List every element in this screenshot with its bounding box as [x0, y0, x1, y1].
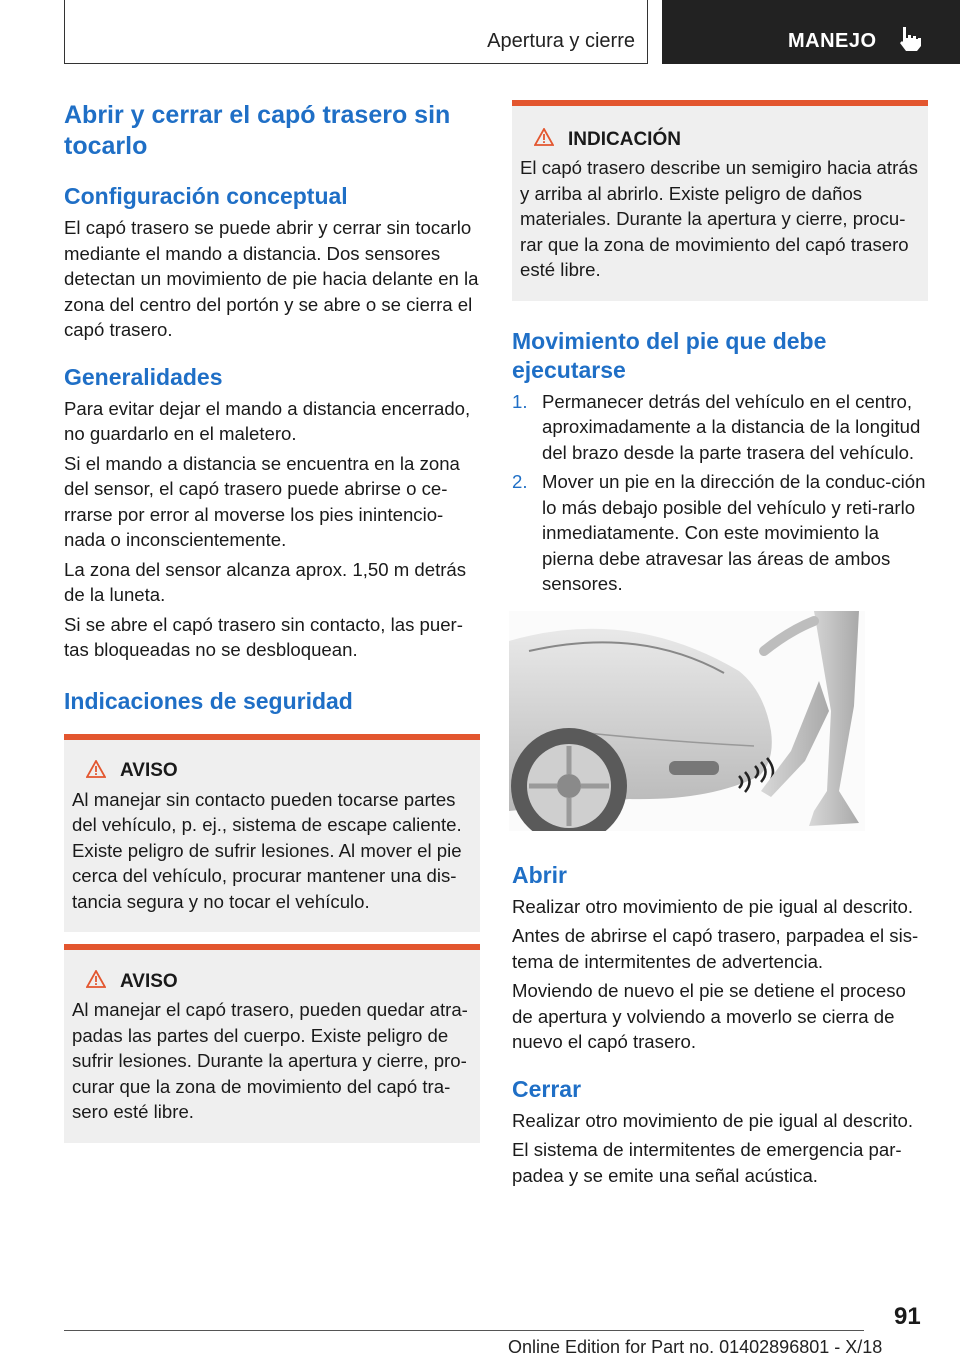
left-column [64, 100, 480, 1143]
page-title: Abrir y cerrar el capó trasero sin tocarlo [64, 101, 451, 160]
general-heading: Generalidades [64, 363, 223, 390]
header-section-box [64, 0, 648, 64]
list-item [512, 389, 928, 466]
step-text: Permanecer detrás del vehículo en el centro, aproximadamente a la distancia de la longitud del brazo desde la parte trasera del vehículo. [542, 390, 921, 463]
pointing-hand-icon [898, 26, 922, 57]
footer-divider [64, 1330, 864, 1331]
header-section-title: Apertura y cierre [487, 30, 635, 52]
note-title: INDICACIÓN [568, 128, 681, 150]
warning-text: Al manejar el capó trasero, pueden quedar atra-padas las partes del cuerpo. Existe peligro de sufrir lesiones. Durante la apertura y cierre, pro-curar que la zona de movimiento del capó tra-sero esté libre. [72, 999, 468, 1122]
general-paragraph-1: Para evitar dejar el mando a distancia encerrado, no guardarlo en el maletero. [64, 397, 471, 444]
general-paragraph-3: La zona del sensor alcanza aprox. 1,50 m detrás de la luneta. [64, 558, 467, 605]
warning-box-2 [64, 944, 480, 1143]
open-paragraph-1: Realizar otro movimiento de pie igual al descrito. [512, 895, 913, 917]
note-box [512, 100, 928, 301]
warning-text: Al manejar sin contacto pueden tocarse partes del vehículo, p. ej., sistema de escape caliente. Existe peligro de sufrir lesiones. Al mover el pie cerca del vehículo, procurar mantener una dis-tancia segura y no tocar el vehículo. [72, 788, 462, 912]
general-paragraph-2: Si el mando a distancia se encuentra en la zona del sensor, el capó trasero puede abrirse o ce-rrarse por error al moverse los pies inintencio-nada o inconscientemente. [64, 452, 460, 550]
list-item [512, 469, 928, 597]
general-paragraph-4: Si se abre el capó trasero sin contacto, las puer-tas bloqueadas no se desbloquean. [64, 613, 463, 660]
safety-heading: Indicaciones de seguridad [64, 687, 353, 714]
open-paragraph-3: Moviendo de nuevo el pie se detiene el proceso de apertura y volviendo a moverlo se cierra de nuevo el capó trasero. [512, 980, 906, 1052]
warning-triangle-icon [86, 970, 106, 993]
movement-steps [512, 389, 928, 597]
warning-triangle-icon [534, 128, 554, 151]
close-paragraph-2: El sistema de intermitentes de emergencia par-padea y se emite una señal acústica. [512, 1139, 902, 1186]
right-column [512, 100, 928, 1188]
concept-text: El capó trasero se puede abrir y cerrar sin tocarlo mediante el mando a distancia. Dos sensores detectan un movimiento de pie hacia delante en la zona del centro del portón y se abre o se cierra el capó trasero. [64, 217, 479, 340]
warning-title: AVISO [120, 970, 178, 992]
close-heading: Cerrar [512, 1075, 582, 1102]
page-number: 91 [894, 1303, 921, 1330]
step-number: 2. [512, 471, 528, 492]
close-paragraph-1: Realizar otro movimiento de pie igual al descrito. [512, 1109, 913, 1131]
warning-box-1 [64, 734, 480, 933]
note-text: El capó trasero describe un semigiro hacia atrás y arriba al abrirlo. Existe peligro de daños materiales. Durante la apertura y cierre, procu-rar que la zona de movimiento del capó trasero esté libre. [520, 157, 918, 280]
step-number: 1. [512, 390, 528, 412]
warning-triangle-icon [86, 760, 106, 783]
header-chapter-label: MANEJO [788, 30, 877, 52]
warning-title: AVISO [120, 760, 178, 781]
concept-heading: Configuración conceptual [64, 183, 348, 209]
open-heading: Abrir [512, 861, 567, 888]
header-chapter-tab[interactable] [662, 0, 960, 64]
kick-sensor-illustration [509, 611, 865, 831]
step-text: Mover un pie en la dirección de la conduc-ción lo más debajo posible del vehículo y reti-rarlo inmediatamente. Con este movimiento la pierna debe atravesar las áreas de ambos sensores. [542, 471, 926, 594]
open-paragraph-2: Antes de abrirse el capó trasero, parpadea el sis-tema de intermitentes de advertencia. [512, 925, 919, 972]
footer-edition: Online Edition for Part no. 01402896801 - X/18 [508, 1337, 883, 1357]
movement-heading: Movimiento del pie que debe ejecutarse [512, 327, 827, 383]
